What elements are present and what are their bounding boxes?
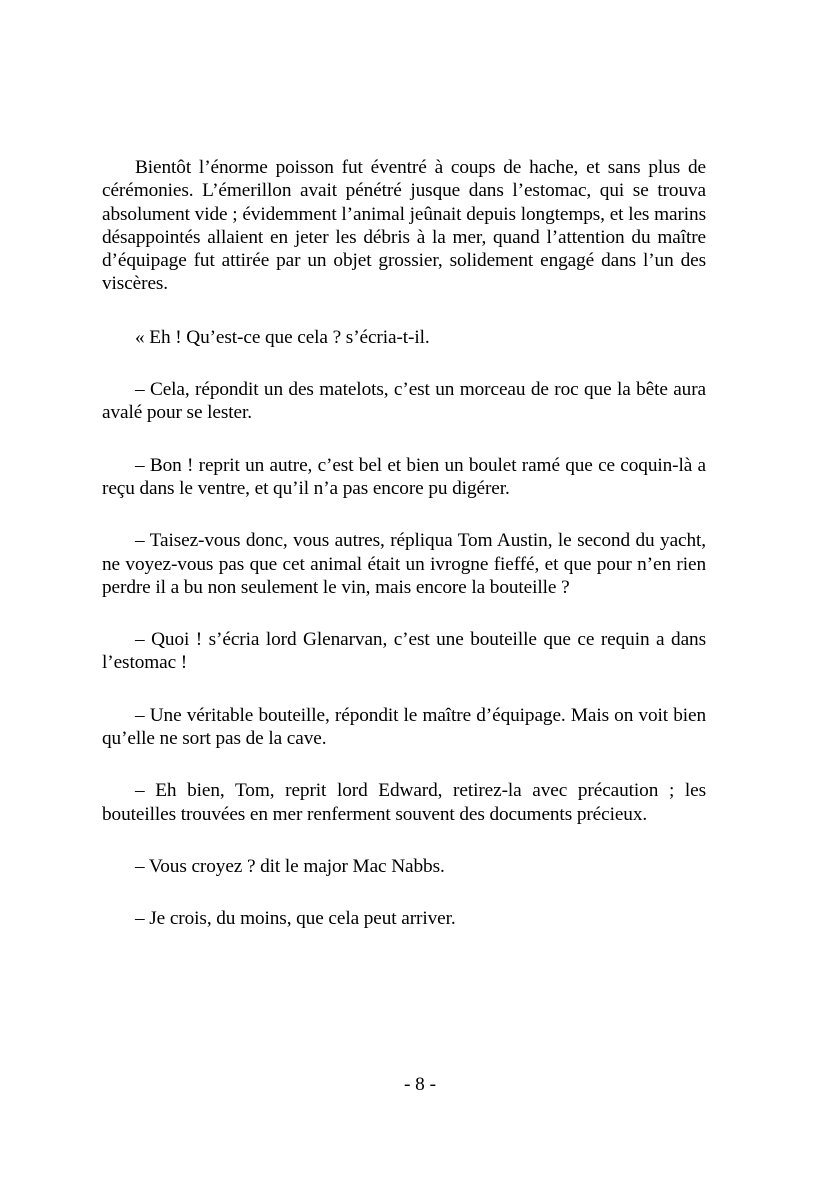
body-text: [102, 156, 706, 960]
page-number: - 8 -: [403, 1074, 437, 1095]
paragraph: – Vous croyez ? dit le major Mac Nabbs.: [135, 855, 445, 877]
paragraph: – Bon ! reprit un autre, c’est bel et bien un boulet ramé que ce coquin-là a reçu dans le ventre, et qu’il n’a pas encore pu digérer.: [102, 454, 706, 499]
paragraph: « Eh ! Qu’est-ce que cela ? s’écria-t-il.: [135, 326, 430, 348]
paragraph: – Cela, répondit un des matelots, c’est un morceau de roc que la bête aura avalé pour se lester.: [102, 379, 706, 424]
paragraph: – Une véritable bouteille, répondit le maître d’équipage. Mais on voit bien qu’elle ne sort pas de la cave.: [102, 704, 706, 750]
paragraph: – Eh bien, Tom, reprit lord Edward, retirez-la avec précaution ; les bouteilles trouvées en mer renferment souvent des documents précieux.: [102, 780, 706, 825]
paragraph: Bientôt l’énorme poisson fut éventré à coups de hache, et sans plus de cérémonies. L’émerillon avait pénétré jusque dans l’estomac, qui se trouva absolument vide ; évidemment l’animal jeûnait depuis longtemps, et les marins désappointés allaient en jeter les débris à la mer, quand l’attention du maître d’équipage fut attirée par un objet grossier, solidement engagé dans l’un des viscères.: [102, 157, 706, 295]
paragraph: – Taisez-vous donc, vous autres, répliqua Tom Austin, le second du yacht, ne voyez-vous pas que cet animal était un ivrogne fieffé, et que pour n’en rien perdre il a bu non seulement le vin, mais encore la bouteille ?: [102, 530, 706, 598]
paragraph: – Quoi ! s’écria lord Glenarvan, c’est une bouteille que ce requin a dans l’estomac !: [102, 629, 706, 674]
paragraph: – Je crois, du moins, que cela peut arriver.: [135, 908, 456, 930]
